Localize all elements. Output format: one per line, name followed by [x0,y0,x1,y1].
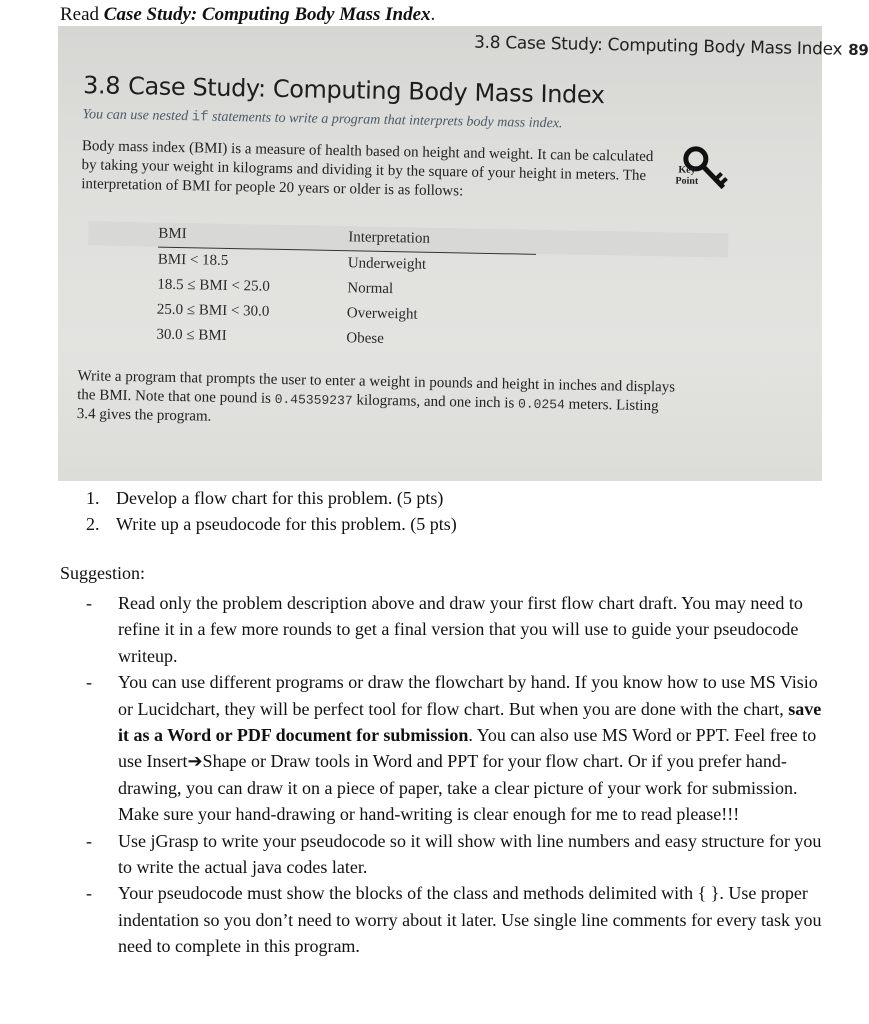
table-cell-interpretation: Underweight [347,255,427,273]
suggestion-text: Your pseudocode must show the blocks of the class and methods delimited with { }. Use proper indentation so you don’t need to worry about it later. Use single line comments for every task you need to complete in this program. [118,883,822,957]
intro-suffix: . [430,4,436,25]
running-head-text: 3.8 Case Study: Computing Body Mass Index [473,32,843,60]
pound-constant: 0.45359237 [274,391,353,409]
textbook-photo [58,26,869,481]
suggestion-text-part: . You can also use MS Word or PPT. Feel free to use Insert➔Shape or Draw tools in Word and PPT for your flow chart. Or if you prefer hand-drawing, you can draw it on a piece of paper, take a clear picture of your work for submission. Make sure your hand-drawing or hand-writing is clear enough for me to read please!!! [118,725,817,825]
list-item [86,485,457,511]
bullet-dash: - [86,672,92,693]
subtitle-code: if [191,109,209,126]
key-point-badge [673,142,734,203]
list-item [86,590,826,669]
list-item [86,880,826,959]
key-point-line1: Key [678,164,696,176]
suggestion-text: Use jGrasp to write your pseudocode so it will show with line numbers and easy structure for you to write the actual java codes later. [118,830,822,878]
suggestion-text [118,669,826,827]
table-cell-interpretation: Obese [346,330,385,347]
subtitle-text-2: statements to write a program that interprets body mass index. [208,109,563,132]
suggestion-text-part: You can use different programs or draw the flowchart by hand. If you know how to use MS Visio or Lucidchart, they will be perfect tool for flow chart. But when you are done with the chart, [118,672,818,719]
bmi-table [156,226,536,355]
list-item [86,669,826,827]
intro-prefix: Read [60,4,104,25]
table-cell-bmi: BMI < 18.5 [157,251,229,269]
section-subtitle [82,107,562,132]
task-text: Develop a flow chart for this problem. (5 pts) [116,488,444,508]
task-text: Write up a pseudocode for this problem. (5 pts) [116,514,457,534]
bmi-paragraph: Body mass index (BMI) is a measure of health based on height and weight. It can be calculated by taking your weight in kilograms and dividing it by the square of your height in meters. The interpretation of BMI for people 20 years or older is as follows: [81,138,654,200]
section-title-text: Case Study: Computing Body Mass Index [127,71,605,110]
description-text-3: meters. Listing 3.4 gives the program. [76,396,659,425]
table-cell-bmi: 30.0 ≤ BMI [156,326,227,344]
description-text-1: Write a program that prompts the user to enter a weight in pounds and height in inches and displays the BMI. Note that one pound is [77,368,676,407]
suggestion-list [86,590,826,960]
description-text-2: kilograms, and one inch is [352,392,519,412]
task-list [86,485,457,537]
bullet-dash: - [86,593,92,613]
list-item [86,828,826,881]
task-number: 1. [86,488,100,508]
table-header-bmi: BMI [158,225,187,243]
suggestion-heading: Suggestion: [60,563,146,583]
task-number: 2. [86,514,100,534]
table-header-interpretation: Interpretation [348,229,431,247]
subtitle-text-1: You can use nested [82,107,192,125]
suggestion-text: Read only the problem description above and draw your first flow chart draft. You may need to refine it in a few more rounds to get a final version that you will use to guide your pseudocode writeup. [118,593,803,666]
suggestion-bold-text: save it as a Word or PDF document for submission [118,698,822,746]
section-number: 3.8 [82,71,121,100]
inch-constant: 0.0254 [517,396,565,413]
bullet-dash: - [86,830,92,851]
program-description [77,367,678,436]
intro-title: Case Study: Computing Body Mass Index [103,4,431,25]
page-number: 89 [848,40,869,60]
table-cell-bmi: 25.0 ≤ BMI < 30.0 [156,301,270,320]
key-point-label [675,165,698,187]
bullet-dash: - [86,883,92,904]
running-head [474,33,869,61]
list-item [86,511,457,537]
table-cell-interpretation: Overweight [346,305,418,323]
section-title [83,71,605,109]
table-cell-bmi: 18.5 ≤ BMI < 25.0 [157,276,271,295]
table-cell-interpretation: Normal [347,280,394,298]
key-point-line2: Point [675,175,699,187]
